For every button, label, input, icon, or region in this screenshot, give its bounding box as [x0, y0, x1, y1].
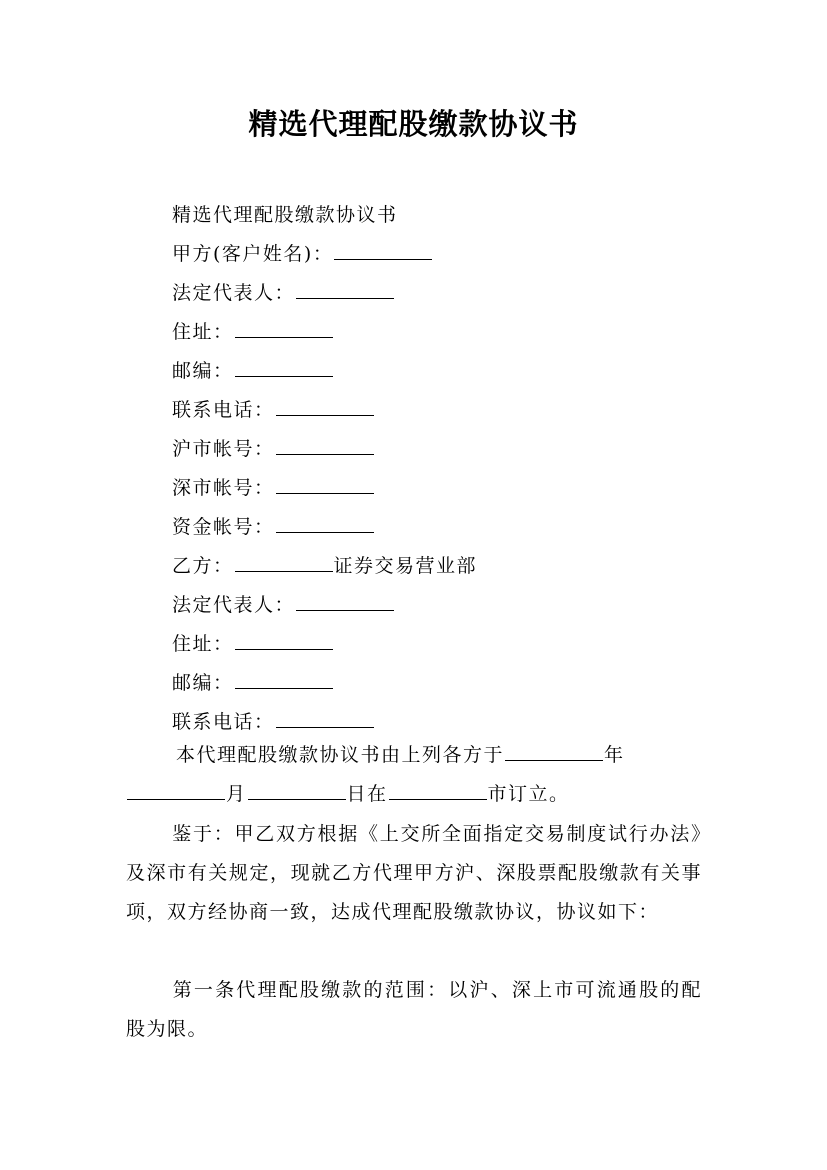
field-label: 联系电话：	[172, 711, 275, 733]
field-line	[172, 196, 732, 235]
fill-blank	[235, 625, 333, 650]
field-line	[172, 352, 732, 391]
signing-paragraph	[126, 736, 702, 814]
field-line	[172, 547, 732, 586]
field-line	[172, 625, 732, 664]
field-label: 邮编：	[172, 672, 234, 694]
article-one-paragraph	[126, 971, 702, 1049]
fill-blank	[235, 547, 333, 572]
field-line	[172, 586, 732, 625]
day-label: 日在	[346, 783, 388, 805]
field-label: 精选代理配股缴款协议书	[172, 204, 398, 226]
fill-blank	[276, 430, 374, 455]
field-label: 乙方：	[172, 555, 234, 577]
field-line	[172, 469, 732, 508]
fill-blank	[127, 775, 225, 800]
month-label: 月	[226, 783, 247, 805]
field-line	[172, 235, 732, 274]
year-label: 年	[604, 744, 625, 766]
fill-blank	[235, 664, 333, 689]
field-label: 法定代表人：	[172, 594, 296, 616]
field-label: 住址：	[172, 321, 234, 343]
whereas-text: 鉴于：甲乙双方根据《上交所全面指定交易制度试行办法》及深市有关规定，现就乙方代理甲方沪、深股票配股缴款有关事项，双方经协商一致，达成代理配股缴款协议，协议如下：	[126, 823, 702, 923]
field-suffix: 证券交易营业部	[333, 555, 478, 577]
field-label: 邮编：	[172, 360, 234, 382]
fill-blank	[235, 313, 333, 338]
fill-blank	[296, 274, 394, 299]
field-line	[172, 430, 732, 469]
field-label: 联系电话：	[172, 399, 275, 421]
fill-blank	[248, 775, 346, 800]
field-line	[172, 274, 732, 313]
field-label: 法定代表人：	[172, 282, 296, 304]
whereas-paragraph	[126, 815, 702, 932]
field-label: 甲方(客户姓名)：	[172, 243, 334, 265]
party-fields	[172, 196, 732, 742]
fill-blank	[276, 508, 374, 533]
field-line	[172, 664, 732, 703]
field-line	[172, 313, 732, 352]
field-line	[172, 391, 732, 430]
article-one-text: 第一条代理配股缴款的范围：以沪、深上市可流通股的配股为限。	[126, 979, 702, 1040]
fill-blank	[505, 736, 603, 761]
fill-blank	[276, 469, 374, 494]
field-label: 资金帐号：	[172, 516, 275, 538]
fill-blank	[276, 703, 374, 728]
fill-blank	[389, 775, 487, 800]
document-title: 精选代理配股缴款协议书	[248, 107, 579, 141]
field-label: 深市帐号：	[172, 477, 275, 499]
fill-blank	[235, 352, 333, 377]
fill-blank	[276, 391, 374, 416]
city-label: 市订立。	[487, 783, 570, 805]
fill-blank	[296, 586, 394, 611]
field-label: 住址：	[172, 633, 234, 655]
signing-text: 本代理配股缴款协议书由上列各方于	[176, 744, 505, 766]
field-label: 沪市帐号：	[172, 438, 275, 460]
field-line	[172, 508, 732, 547]
fill-blank	[334, 235, 432, 260]
